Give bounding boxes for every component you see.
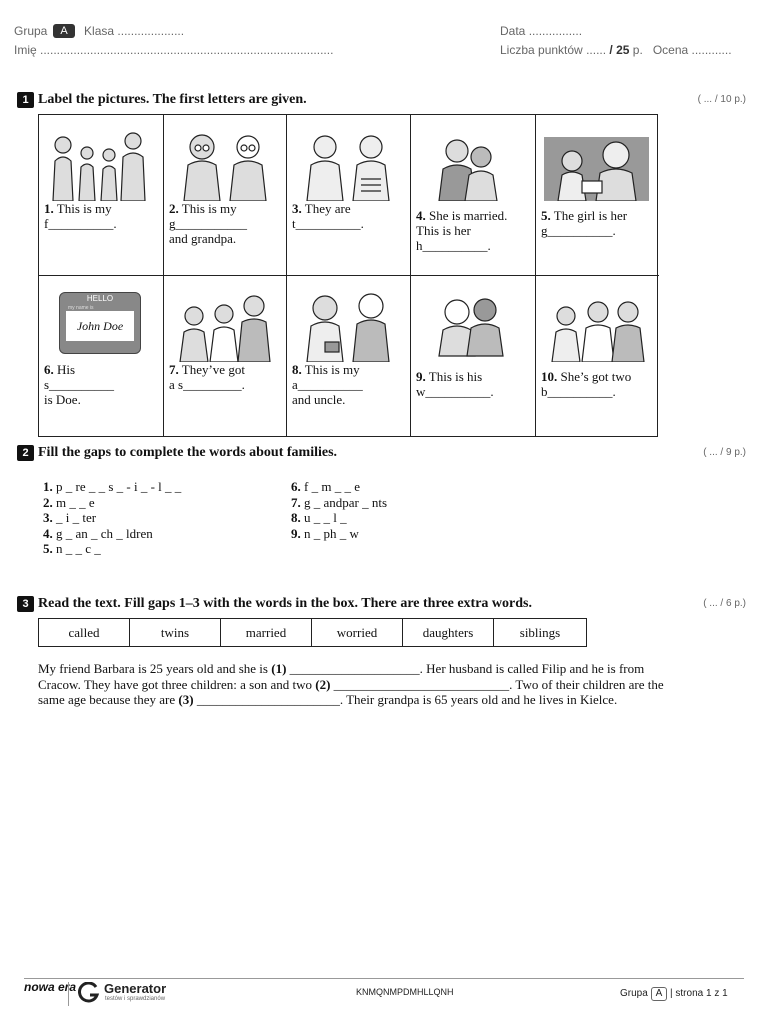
aunt-uncle-icon [295, 290, 400, 362]
footer-divider [24, 978, 744, 979]
word-box-item: married [221, 619, 312, 646]
caption-9: 9. This is his w__________. [416, 369, 494, 399]
class-field[interactable]: .................... [117, 24, 185, 38]
word-box-item: daughters [403, 619, 494, 646]
group-label: Grupa [14, 24, 48, 38]
caption-3: 3. They are t__________. [292, 201, 364, 231]
fill-words-left [43, 479, 181, 557]
gap-2[interactable]: (2) [315, 676, 331, 692]
header-date-line [500, 24, 582, 38]
fill-item[interactable]: 8. u _ _ l _ [291, 510, 347, 525]
fill-item[interactable]: 1. p _ re _ _ s _ - i _ - l _ _ [43, 479, 182, 494]
picture-cell-8 [287, 276, 411, 437]
exercise3-number: 3 [17, 596, 34, 612]
footer-logo-divider [68, 982, 69, 1006]
points-field[interactable]: ...... [586, 43, 607, 57]
gap-1[interactable]: (1) [271, 661, 287, 676]
gap-3[interactable]: (3) [178, 692, 194, 707]
exercise2-instruction: Fill the gaps to complete the words about families. [38, 445, 338, 460]
picture-grid [38, 114, 658, 437]
date-field[interactable]: ................ [528, 24, 583, 38]
header-group-line [14, 24, 184, 38]
points-unit: p. [632, 43, 643, 57]
picture-cell-2 [164, 115, 287, 276]
fill-item[interactable]: 2. m _ _ e [43, 494, 95, 510]
points-total: / 25 [609, 43, 630, 57]
picture-cell-1 [39, 115, 164, 276]
married-couple-icon [419, 129, 524, 201]
caption-10: 10. She’s got two b__________. [541, 369, 632, 399]
footer-group-badge: A [651, 987, 668, 1001]
caption-4: 4. She is married. This is her h__________. [416, 208, 508, 253]
word-box [38, 618, 587, 647]
fill-item[interactable]: 5. n _ _ c _ [43, 541, 101, 556]
twin-boys-icon [295, 129, 400, 201]
fill-item[interactable]: 9. n _ ph _ w [291, 525, 359, 541]
three-siblings-icon [172, 290, 277, 362]
grade-field[interactable]: ............ [691, 43, 732, 57]
picture-cell-5 [536, 115, 659, 276]
fill-item[interactable]: 3. _ i _ ter [43, 510, 97, 525]
header-name-line [14, 43, 333, 57]
footer-page-text: | strona 1 z 1 [670, 988, 728, 999]
nowa-era-logo: nowa era [24, 980, 77, 994]
reading-text: My friend Barbara is 25 years old and she is (1) ____________________. Her husband is called Filip and he is from Cracow. They have got three children: a son and two (2) ___________________________. Two of their children are the same age because they are (3) ______________________. Their grandpa is 65 years old and he lives in Kielce. [38, 661, 664, 707]
generator-logo-icon [78, 982, 100, 1004]
name-field[interactable]: ........................................................................................ [40, 43, 334, 57]
group-badge: A [53, 24, 74, 38]
exercise1-number: 1 [17, 92, 34, 108]
picture-cell-3 [287, 115, 411, 276]
exercise1-points: ( ... / 10 p.) [697, 94, 746, 105]
word-box-item: twins [130, 619, 221, 646]
grandparents-icon [172, 129, 277, 201]
picture-cell-6 [39, 276, 164, 437]
caption-8: 8. This is my a__________ and uncle. [292, 362, 363, 407]
picture-cell-7 [164, 276, 287, 437]
fill-item[interactable]: 7. g _ andpar _ nts [291, 494, 388, 510]
word-box-item: siblings [519, 624, 561, 640]
exercise3-heading [17, 596, 532, 612]
name-label: Imię [14, 43, 37, 57]
husband-wife-icon [419, 290, 524, 362]
test-code: KNMQNMPDMHLLQNH [356, 987, 454, 997]
exercise2-heading [17, 445, 337, 461]
exercise2-number: 2 [17, 445, 34, 461]
generator-subtitle: testów i sprawdzianów [105, 996, 166, 1002]
word-box-item: called [39, 619, 130, 646]
footer-page-info [620, 987, 728, 1001]
family-of-four-icon [47, 129, 152, 201]
caption-2: 2. This is my g___________ and grandpa. [169, 201, 247, 246]
fill-item[interactable]: 4. g _ an _ ch _ ldren [43, 525, 153, 541]
girl-two-brothers-icon [544, 290, 649, 362]
caption-1: 1. This is my f__________. [44, 201, 117, 231]
date-label: Data [500, 24, 526, 38]
caption-5: 5. The girl is her g__________. [541, 208, 628, 238]
exercise3-points: ( ... / 6 p.) [703, 598, 746, 609]
exercise1-instruction: Label the pictures. The first letters are given. [38, 92, 307, 107]
caption-7: 7. They’ve got a s_________. [169, 362, 245, 392]
points-label: Liczba punktów [500, 43, 583, 57]
footer-group-label: Grupa [620, 988, 648, 999]
word-box-item: worried [312, 619, 403, 646]
class-label: Klasa [84, 24, 115, 38]
picture-cell-9 [411, 276, 536, 437]
header-points-line [500, 43, 732, 57]
grade-label: Ocena [652, 43, 689, 57]
grandma-reading-icon [544, 129, 649, 201]
name-tag-icon: HELLO my name is John Doe [59, 292, 141, 354]
picture-cell-10 [536, 276, 659, 437]
generator-title: Generator [104, 981, 167, 996]
exercise2-points: ( ... / 9 p.) [703, 447, 746, 458]
exercise1-heading [17, 92, 307, 108]
exercise3-instruction: Read the text. Fill gaps 1–3 with the words in the box. There are three extra words. [38, 596, 532, 611]
fill-item[interactable]: 6. f _ m _ _ e [291, 479, 360, 494]
caption-6: 6. His s__________ is Doe. [44, 362, 115, 407]
fill-words-right [291, 479, 387, 541]
picture-cell-4 [411, 115, 536, 276]
